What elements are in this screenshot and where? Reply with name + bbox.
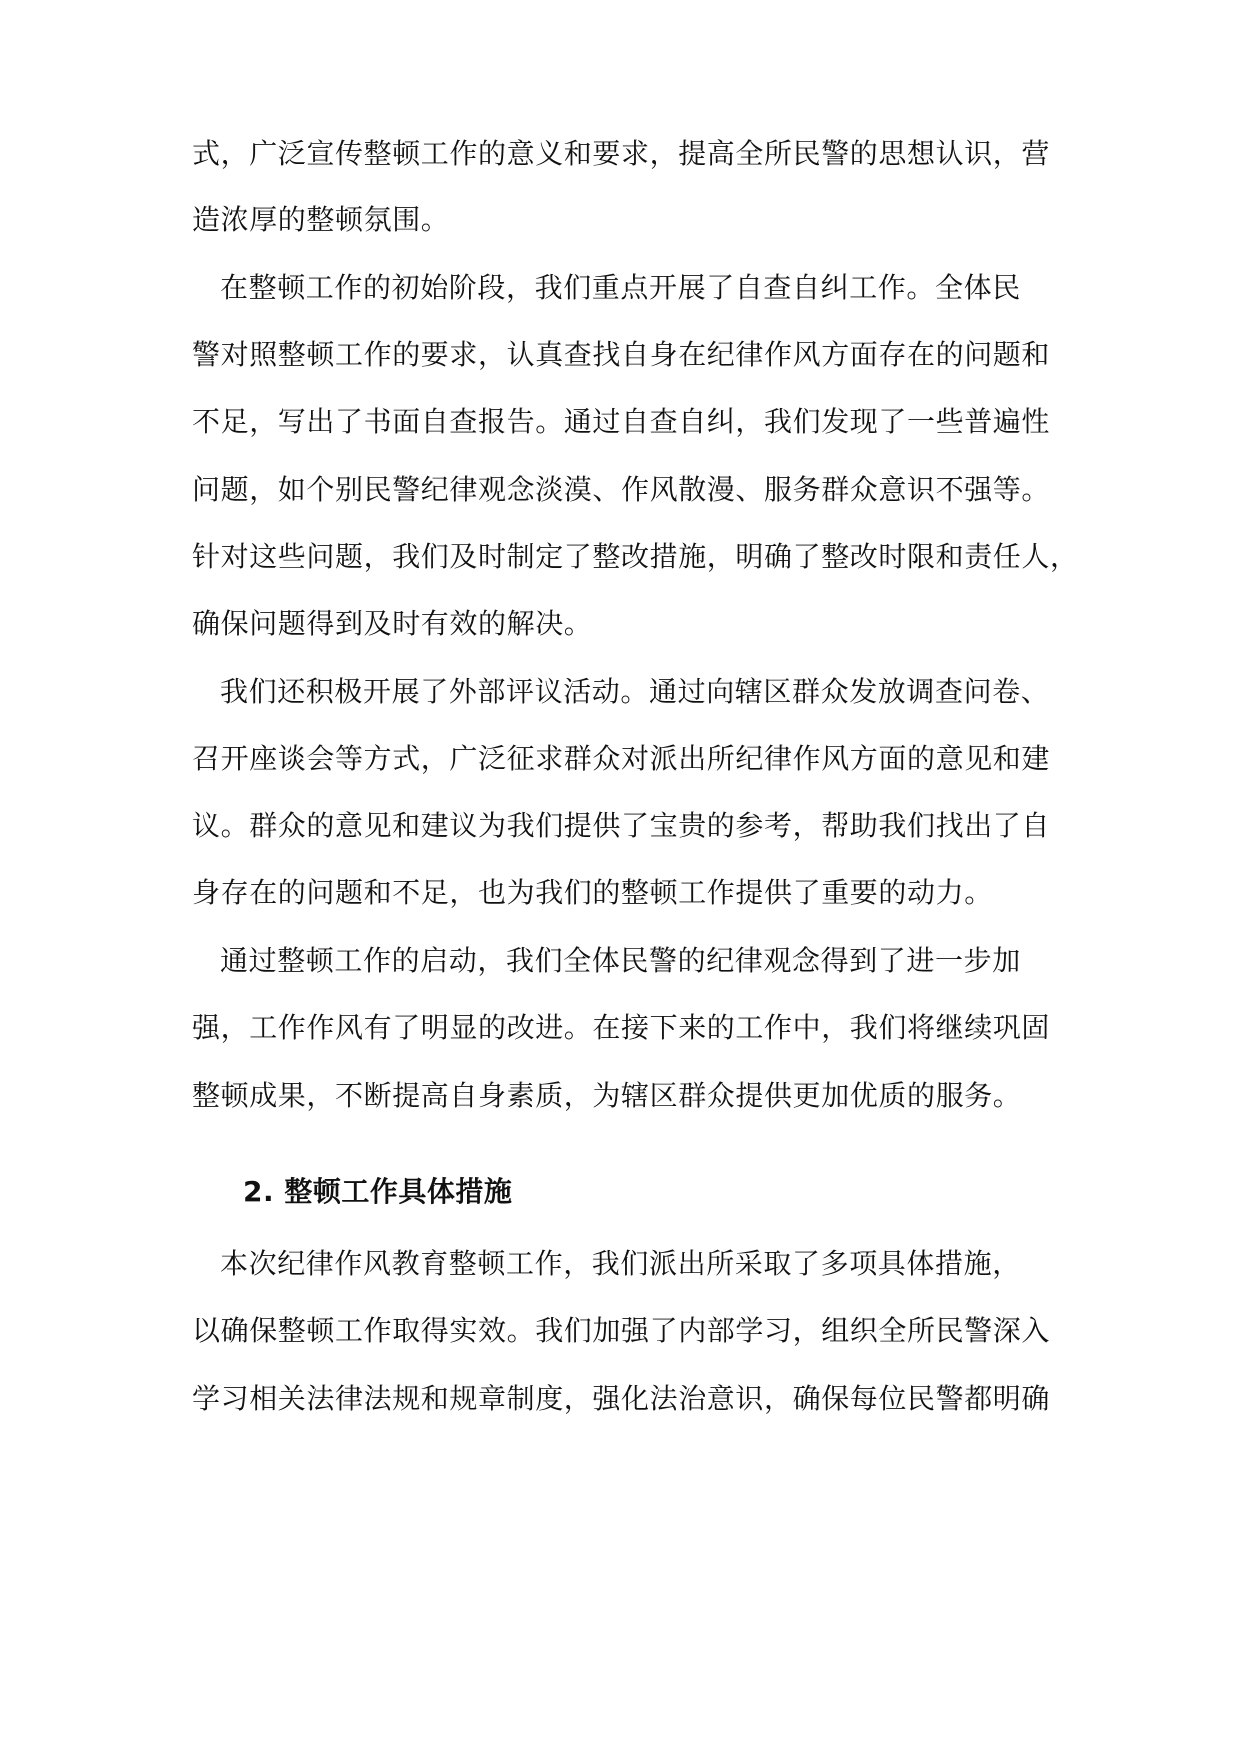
- section-paragraph-line-1: 本次纪律作风教育整顿工作，我们派出所采取了多项具体措施，: [220, 1247, 1021, 1280]
- paragraph-3-line-4: 身存在的问题和不足，也为我们的整顿工作提供了重要的动力。: [192, 876, 993, 909]
- paragraph-1-line-1: 式，广泛宣传整顿工作的意义和要求，提高全所民警的思想认识，营: [192, 137, 1051, 170]
- paragraph-4-line-2: 强，工作作风有了明显的改进。在接下来的工作中，我们将继续巩固: [192, 1011, 1051, 1044]
- paragraph-3-line-2: 召开座谈会等方式，广泛征求群众对派出所纪律作风方面的意见和建: [192, 742, 1051, 775]
- paragraph-4-line-3: 整顿成果，不断提高自身素质，为辖区群众提供更加优质的服务。: [192, 1079, 1022, 1112]
- paragraph-3-line-3: 议。群众的意见和建议为我们提供了宝贵的参考，帮助我们找出了自: [192, 809, 1051, 842]
- paragraph-2-line-2: 警对照整顿工作的要求，认真查找自身在纪律作风方面存在的问题和: [192, 338, 1051, 371]
- paragraph-1-line-2: 造浓厚的整顿氛围。: [192, 203, 450, 236]
- paragraph-2-line-4: 问题，如个别民警纪律观念淡漠、作风散漫、服务群众意识不强等。: [192, 473, 1051, 506]
- section-paragraph-line-2: 以确保整顿工作取得实效。我们加强了内部学习，组织全所民警深入: [192, 1314, 1051, 1347]
- paragraph-2-line-5: 针对这些问题，我们及时制定了整改措施，明确了整改时限和责任人，: [192, 540, 1079, 573]
- paragraph-3-line-1: 我们还积极开展了外部评议活动。通过向辖区群众发放调查问卷、: [220, 675, 1050, 708]
- section-paragraph-line-3: 学习相关法律法规和规章制度，强化法治意识，确保每位民警都明确: [192, 1382, 1051, 1415]
- paragraph-2-line-3: 不足，写出了书面自查报告。通过自查自纠，我们发现了一些普遍性: [192, 405, 1051, 438]
- paragraph-4-line-1: 通过整顿工作的启动，我们全体民警的纪律观念得到了进一步加: [220, 944, 1021, 977]
- paragraph-2-line-1: 在整顿工作的初始阶段，我们重点开展了自查自纠工作。全体民: [220, 271, 1021, 304]
- paragraph-2-line-6: 确保问题得到及时有效的解决。: [192, 607, 593, 640]
- section-heading: 2. 整顿工作具体措施: [243, 1175, 513, 1208]
